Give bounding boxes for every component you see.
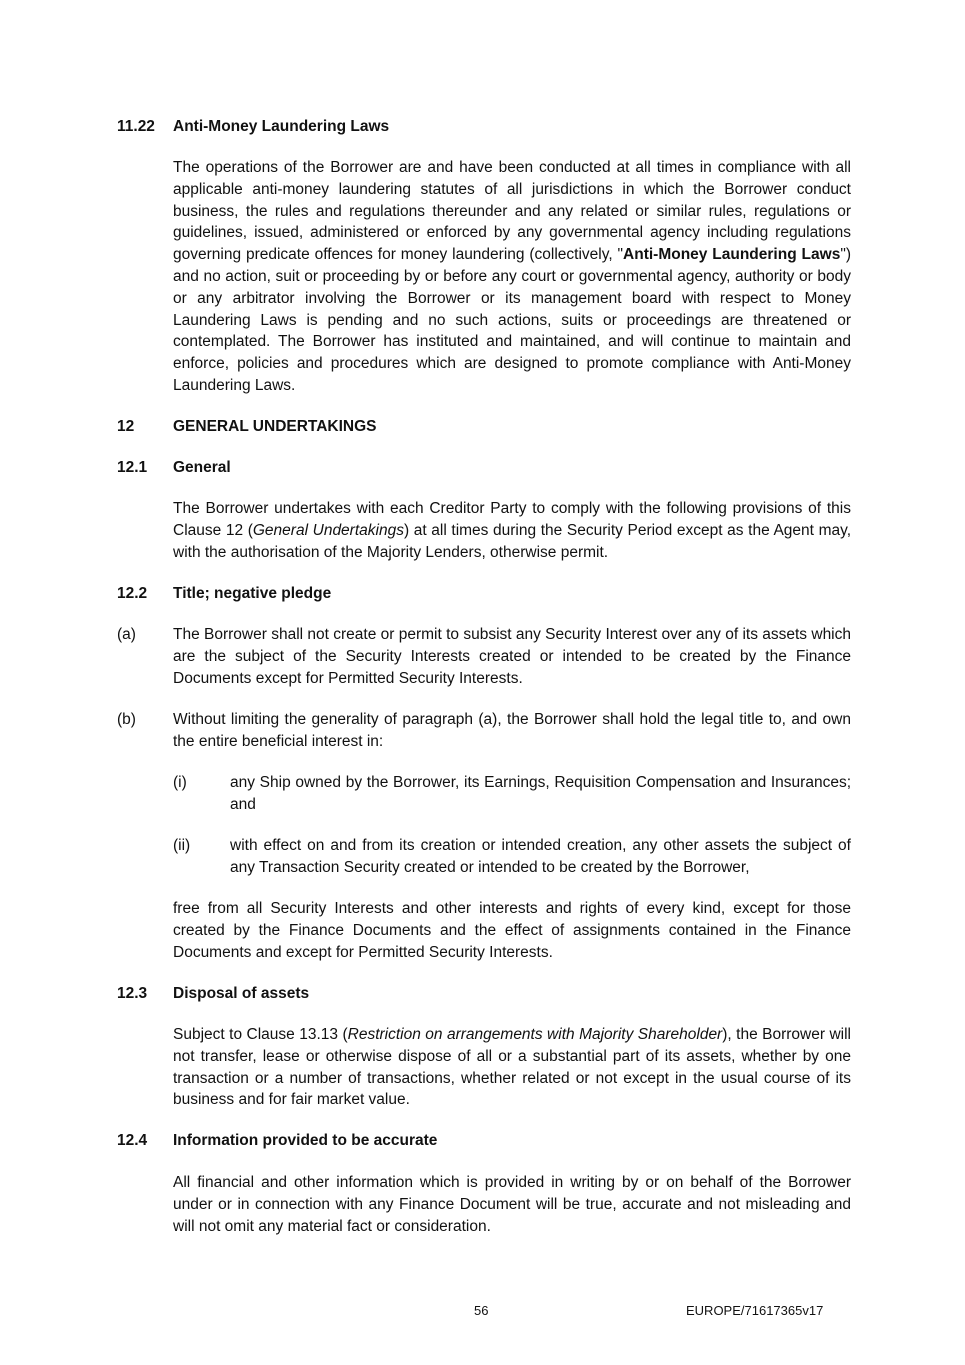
section-12-1-heading (117, 457, 231, 479)
section-11-22-body (173, 157, 851, 397)
section-12-4-heading (117, 1130, 437, 1152)
section-12-2-heading (117, 583, 331, 605)
list-item-b (117, 709, 851, 753)
document-reference: EUROPE/71617365v17 (686, 1303, 824, 1318)
sub-item-label: (ii) (173, 837, 191, 854)
section-number: 12.4 (117, 1132, 148, 1149)
body-text: The Borrower undertakes with each Creditor Party to comply with the following provisions of this Clause 12 ( (173, 500, 851, 539)
section-12-2-closing: free from all Security Interests and other interests and rights of every kind, except for those created by the Finance Documents and the effect of assignments contained in the Finance Documents and except for Permitted Security Interests. (173, 900, 851, 961)
body-text: ) at all times during the Security Period except as the Agent may, with the authorisation of the Majority Lenders, otherwise permit. (173, 521, 852, 561)
list-item-text: Without limiting the generality of paragraph (a), the Borrower shall hold the legal title to, and own the entire beneficial interest in: (173, 711, 851, 750)
clause-reference: Restriction on arrangements with Majority Shareholder (347, 1026, 723, 1043)
sub-item-text: with effect on and from its creation or intended creation, any other assets the subject of any Transaction Security created or intended to be created by the Borrower, (230, 837, 851, 876)
section-12-3-body (173, 1024, 851, 1111)
body-text: The operations of the Borrower are and have been conducted at all times in compliance with all applicable anti-money laundering statutes of all jurisdictions in which the Borrower conduct business, the rules and regulations thereunder and any related or similar rules, regulations or guidelines, issued, administered or enforced by any governmental agency including regulations governing predicate offences for money laundering (collectively, " (173, 159, 851, 264)
section-12-3-heading (117, 983, 309, 1005)
sub-item-i (173, 772, 851, 816)
section-number: 12.2 (117, 585, 148, 602)
list-item-label: (a) (117, 626, 136, 643)
list-item-label: (b) (117, 711, 136, 728)
body-text: Subject to Clause 13.13 ( (173, 1026, 348, 1043)
sub-item-label: (i) (173, 774, 187, 791)
section-12-4-body: All financial and other information which is provided in writing by or on behalf of the Borrower under or in connection with any Finance Document will be true, accurate and not misleading and will not omit any material fact or consideration. (173, 1174, 851, 1235)
page-number: 56 (474, 1303, 489, 1318)
section-title: Information provided to be accurate (173, 1132, 438, 1149)
clause-reference: General Undertakings (252, 521, 404, 539)
section-number: 12.1 (117, 459, 148, 476)
section-number: 11.22 (117, 118, 155, 135)
section-12-1-body (173, 498, 851, 563)
section-title: Title; negative pledge (173, 585, 332, 602)
section-title: General (173, 459, 231, 476)
body-text: ") and no action, suit or proceeding by or before any court or governmental agency, authority or body or any arbitrator involving the Borrower or its management board with respect to Money Laundering Laws is pending and no such actions, suits or proceedings are threatened or contemplated. The Borrower has instituted and maintained, and will continue to maintain and enforce, policies and procedures which are designed to promote compliance with Anti-Money Laundering Laws. (173, 246, 851, 394)
list-item-a (117, 624, 851, 689)
section-title: Anti-Money Laundering Laws (173, 118, 390, 135)
section-title: GENERAL UNDERTAKINGS (173, 418, 377, 435)
sub-item-text: any Ship owned by the Borrower, its Earnings, Requisition Compensation and Insurances; and (230, 774, 851, 813)
section-number: 12 (117, 418, 135, 435)
section-12-heading (117, 416, 377, 438)
defined-term: Anti-Money Laundering Laws (623, 246, 841, 264)
section-11-22-heading (117, 116, 389, 138)
list-item-text: The Borrower shall not create or permit to subsist any Security Interest over any of its assets which are the subject of the Security Interests created or intended to be created by the Finance Documents except for Permitted Security Interests. (173, 626, 851, 687)
body-text: ), the Borrower will not transfer, lease or otherwise dispose of all or a substantial part of its assets, whether by one transaction or a number of transactions, whether related or not except in the usual course of its business and for fair market value. (173, 1026, 851, 1109)
section-title: Disposal of assets (173, 985, 310, 1002)
sub-item-ii (173, 835, 851, 879)
section-number: 12.3 (117, 985, 148, 1002)
